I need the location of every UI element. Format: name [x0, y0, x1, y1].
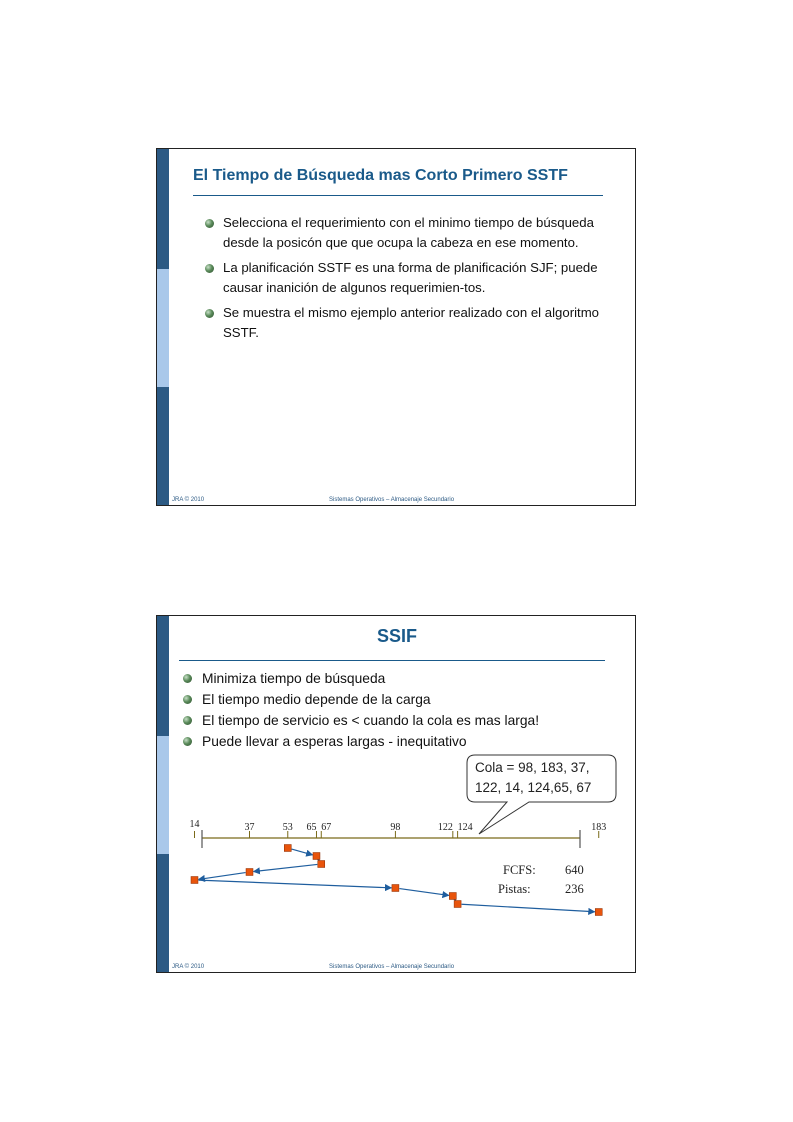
slide-1-title: El Tiempo de Búsqueda mas Corto Primero SSTF	[193, 167, 568, 184]
slide-1-sidebar	[157, 149, 169, 505]
axis-tick-label: 67	[321, 822, 332, 833]
head-position-point	[318, 861, 325, 868]
bullet-text: Se muestra el mismo ejemplo anterior realizado con el algoritmo SSTF.	[223, 305, 600, 340]
sidebar-dark-segment	[157, 149, 169, 269]
bullet-text: Minimiza tiempo de búsqueda	[202, 671, 386, 686]
axis-tick-label: 65	[306, 822, 317, 833]
pistas-value: 236	[565, 882, 584, 896]
head-position-point	[313, 853, 320, 860]
head-position-point	[392, 885, 399, 892]
footer-course: Sistemas Operativos – Almacenaje Secundario	[329, 964, 455, 970]
footer-copyright: JRA © 2010	[172, 497, 205, 503]
movement-arrow	[198, 873, 245, 880]
slide-1	[156, 148, 636, 506]
axis-tick-label: 183	[591, 822, 607, 833]
footer-course: Sistemas Operativos – Almacenaje Secundario	[329, 497, 455, 503]
head-movement-points	[191, 845, 602, 916]
bullet-icon	[205, 309, 214, 318]
bullet-text: Selecciona el requerimiento con el minimo tiempo de búsqueda desde la posicón que que ocupa la cabeza en ese momento.	[223, 215, 594, 250]
sidebar-dark-segment	[157, 387, 169, 505]
axis-tick-label: 14	[189, 819, 200, 830]
bullet-text: La planificación SSTF es una forma de planificación SJF; puede causar inanición de algunos requerimien-tos.	[223, 260, 598, 295]
head-position-point	[191, 877, 198, 884]
bullet-icon	[205, 264, 214, 273]
axis-ticks	[189, 819, 606, 838]
title-underline	[193, 195, 603, 196]
bullet-item	[205, 303, 605, 343]
axis-tick-label: 53	[282, 822, 293, 833]
fcfs-value: 640	[565, 863, 584, 877]
movement-arrow	[462, 904, 595, 912]
axis-tick-label: 98	[390, 822, 401, 833]
head-movement-arrows	[198, 849, 594, 912]
slide-2-title: SSIF	[376, 626, 417, 646]
slide-2	[156, 615, 636, 973]
callout-line-2: 122, 14, 124,65, 67	[475, 780, 592, 795]
sstf-chart	[157, 616, 635, 972]
head-position-point	[246, 869, 253, 876]
head-position-point	[454, 901, 461, 908]
axis-tick-label: 37	[244, 822, 255, 833]
bullet-icon	[205, 219, 214, 228]
bullet-text: El tiempo de servicio es < cuando la cola es mas larga!	[202, 713, 540, 728]
movement-arrow	[198, 880, 391, 888]
bullet-text: El tiempo medio depende de la carga	[202, 692, 431, 707]
head-position-point	[449, 893, 456, 900]
movement-arrow	[399, 889, 448, 896]
footer-copyright: JRA © 2010	[172, 964, 205, 970]
slide-1-bullets	[205, 213, 605, 348]
movement-arrow	[292, 849, 313, 855]
axis-tick-label: 122	[437, 822, 453, 833]
movement-arrow	[253, 864, 317, 871]
bullet-text: Puede llevar a esperas largas - inequitativo	[202, 734, 467, 749]
sidebar-light-segment	[157, 269, 169, 387]
callout-line-1: Cola = 98, 183, 37,	[475, 760, 590, 775]
bullet-item	[205, 213, 605, 253]
head-position-point	[595, 909, 602, 916]
fcfs-label: FCFS:	[503, 863, 536, 877]
axis-tick-label: 124	[457, 822, 473, 833]
bullet-item	[205, 258, 605, 298]
pistas-label: Pistas:	[498, 882, 531, 896]
head-position-point	[284, 845, 291, 852]
